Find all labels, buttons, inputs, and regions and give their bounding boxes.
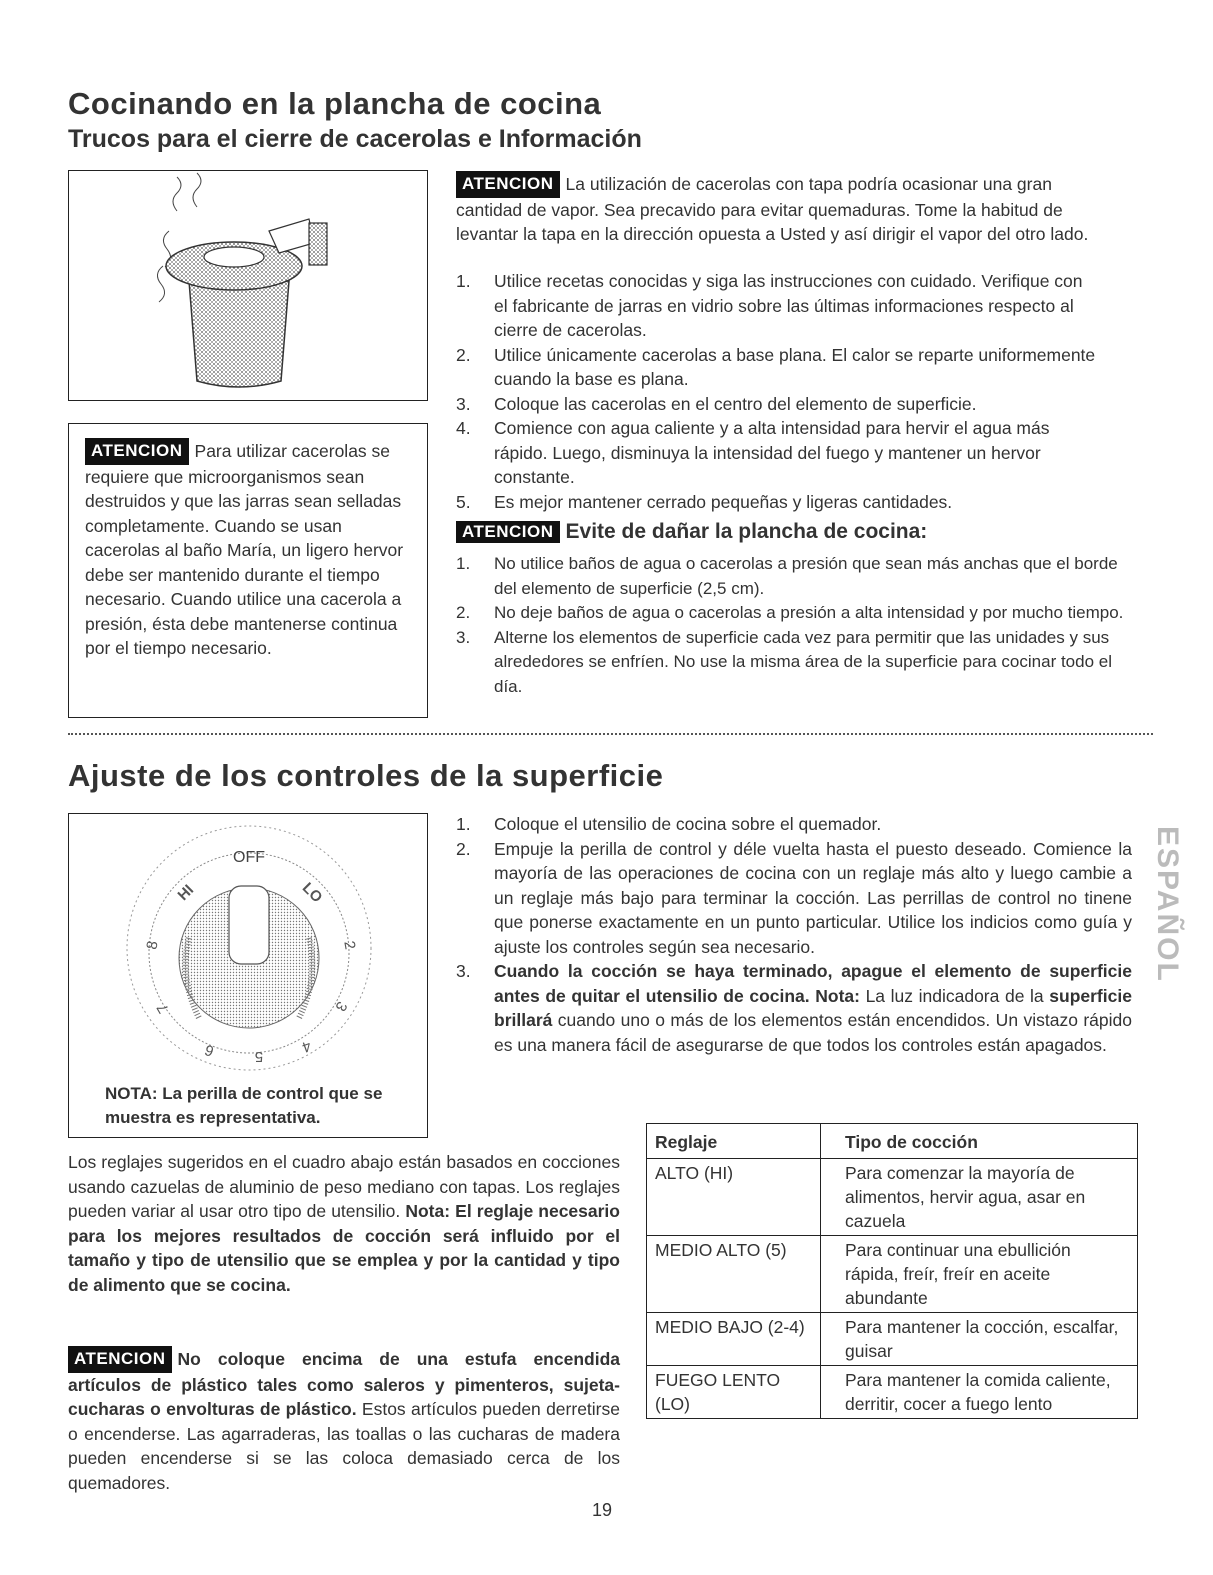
list-item: 2. No deje baños de agua o cacerolas a presión a alta intensidad y por mucho tiempo. <box>456 603 1124 622</box>
knob-hi-label: HI <box>174 881 198 905</box>
warning-badge: ATENCION <box>456 171 560 198</box>
knob-number-5: 5 <box>254 1048 264 1065</box>
pot-lid-warning <box>456 171 1096 247</box>
page-title: Cocinando en la plancha de cocina <box>68 86 602 121</box>
table-cell: Para mantener la comida caliente, derritir, cocer a fuego lento <box>821 1366 1138 1419</box>
language-side-tab: ESPAÑOL <box>1151 826 1184 983</box>
table-cell: Para comenzar la mayoría de alimentos, hervir agua, asar en cazuela <box>821 1159 1138 1236</box>
list-item: 4. Comience con agua caliente y a alta intensidad para hervir el agua más rápido. Luego, disminuya la intensidad del fuego y mantener un hervor constante. <box>456 418 1050 487</box>
list-item: 2. Empuje la perilla de control y déle vuelta hasta el puesto deseado. Comience la mayoría de las operaciones de cocina con un reglaje más alto y luego cambie a un reglaje más bajo para terminar la cocción. Las perrillas de control no tinene que ponerse exactamente en un punto particular. Utilice los indicios como guía y ajuste los controles según sea necesario. <box>456 838 1132 957</box>
column-header: Tipo de cocción <box>821 1124 1138 1159</box>
control-knob-box <box>68 813 428 1138</box>
table-row <box>647 1313 1138 1366</box>
knob-number-8: 8 <box>143 939 162 951</box>
canning-tips-list <box>456 269 1096 514</box>
table-cell: Para continuar una ebullición rápida, freír, freír en aceite abundante <box>821 1236 1138 1313</box>
list-item: 5. Es mejor mantener cerrado pequeñas y ligeras cantidades. <box>456 491 953 512</box>
settings-note: Nota: El reglaje necesario para los mejores resultados de cocción será influido por el tamaño y tipo de utensilio que se emplea y por la cantidad y tipo de alimento que se cocina. <box>68 1201 620 1295</box>
knob-number-7: 7 <box>153 1000 173 1017</box>
warning-badge: ATENCION <box>85 438 189 465</box>
section-divider <box>68 733 1153 735</box>
plastic-warning: ATENCION No coloque encima de una estufa encendida artículos de plástico tales como saleros y pimenteros, sujeta-cucharas o envolturas de plástico. Estos artículos pueden derretirse o encenderse. Las agarraderas, las toallas o las cucharas de madera pueden encenderse si se las coloca demasiado cerca de los quemadores. <box>68 1346 620 1495</box>
table-cell: ALTO (HI) <box>647 1159 821 1236</box>
steaming-pot-image <box>69 171 426 399</box>
knob-number-4: 4 <box>299 1036 314 1056</box>
page-number: 19 <box>592 1500 613 1520</box>
list-item: 1. Utilice recetas conocidas y siga las instrucciones con cuidado. Verifique con el fabricante de jarras en vidrio sobre las últimas informaciones respecto al cierre de cacerolas. <box>456 271 1083 340</box>
list-item: 1. No utilice baños de agua o cacerolas a presión que sean más anchas que el borde del elemento de superficie (2,5 cm). <box>456 554 1118 598</box>
section-title: Ajuste de los controles de la superficie <box>68 758 664 793</box>
canning-warning-text: Para utilizar cacerolas se requiere que microorganismos sean destruidos y que las jarras sean selladas completamente. Cuando se usan cacerolas al baño María, un ligero hervor debe ser mantenido durante el tiempo necesario. Cuando utilice una cacerola a presión, ésta debe mantenerse continua por el tiempo necesario. <box>85 441 404 658</box>
canning-warning-box <box>68 423 428 718</box>
column-header: Reglaje <box>647 1124 821 1159</box>
cooktop-damage-warning-heading <box>456 520 1116 544</box>
list-item: 3. Coloque las cacerolas en el centro del elemento de superficie. <box>456 393 977 414</box>
knob-number-3: 3 <box>331 998 351 1015</box>
table-row <box>647 1159 1138 1236</box>
knob-off-label: OFF <box>233 849 265 866</box>
table-cell: FUEGO LENTO (LO) <box>647 1366 821 1419</box>
table-row <box>647 1366 1138 1419</box>
table-cell: MEDIO ALTO (5) <box>647 1236 821 1313</box>
table-header-row <box>647 1124 1138 1159</box>
warning-badge: ATENCION <box>68 1346 172 1373</box>
control-steps-list <box>456 812 1132 1057</box>
pot-illustration-box <box>68 170 428 401</box>
section-subtitle: Trucos para el cierre de cacerolas e Información <box>68 125 642 153</box>
list-item: 1. Coloque el utensilio de cocina sobre el quemador. <box>456 814 882 834</box>
table-row <box>647 1236 1138 1313</box>
knob-lo-label: LO <box>298 879 326 907</box>
cooktop-damage-warning-title: Evite de dañar la plancha de cocina: <box>565 520 928 543</box>
knob-number-6: 6 <box>202 1040 217 1060</box>
cooktop-damage-list <box>456 552 1126 699</box>
control-knob-image <box>109 818 389 1078</box>
warning-badge: ATENCION <box>456 521 560 543</box>
list-item: 3. Cuando la cocción se haya terminado, apague el elemento de superficie antes de quitar el utensilio de cocina. Nota: La luz indicadora de la superficie brillará cuando uno o más de los elementos están encendidos. Un vistazo rápido es una manera fácil de asegurarse de que todos los controles están apagados. <box>456 961 1132 1055</box>
table-cell: Para mantener la cocción, escalfar, guisar <box>821 1313 1138 1366</box>
knob-number-2: 2 <box>340 939 359 951</box>
settings-table <box>646 1123 1138 1419</box>
list-item: 2. Utilice únicamente cacerolas a base plana. El calor se reparte uniformemente cuando la base es plana. <box>456 344 1096 389</box>
list-item: 3. Alterne los elementos de superficie cada vez para permitir que las unidades y sus alrededores se enfríen. No use la misma área de la superficie para cocinar todo el día. <box>456 627 1113 696</box>
knob-note: NOTA: La perilla de control que se muestra es representativa. <box>105 1084 383 1127</box>
settings-intro: Los reglajes sugeridos en el cuadro abajo están basados en cocciones usando cazuelas de aluminio de peso mediano con tapas. Los reglajes pueden variar al usar otro tipo de utensilio. Nota: El reglaje necesario para los mejores resultados de cocción será influido por el tamaño y tipo de utensilio que se emplea y por la cantidad y tipo de alimento que se cocina. <box>68 1152 620 1295</box>
pot-lid-warning-text: La utilización de cacerolas con tapa podría ocasionar una gran cantidad de vapor. Sea precavido para evitar quemaduras. Tome la habitud de levantar la tapa en la dirección opuesta a Usted y así dirigir el vapor del otro lado. <box>456 174 1089 244</box>
table-cell: MEDIO BAJO (2-4) <box>647 1313 821 1366</box>
